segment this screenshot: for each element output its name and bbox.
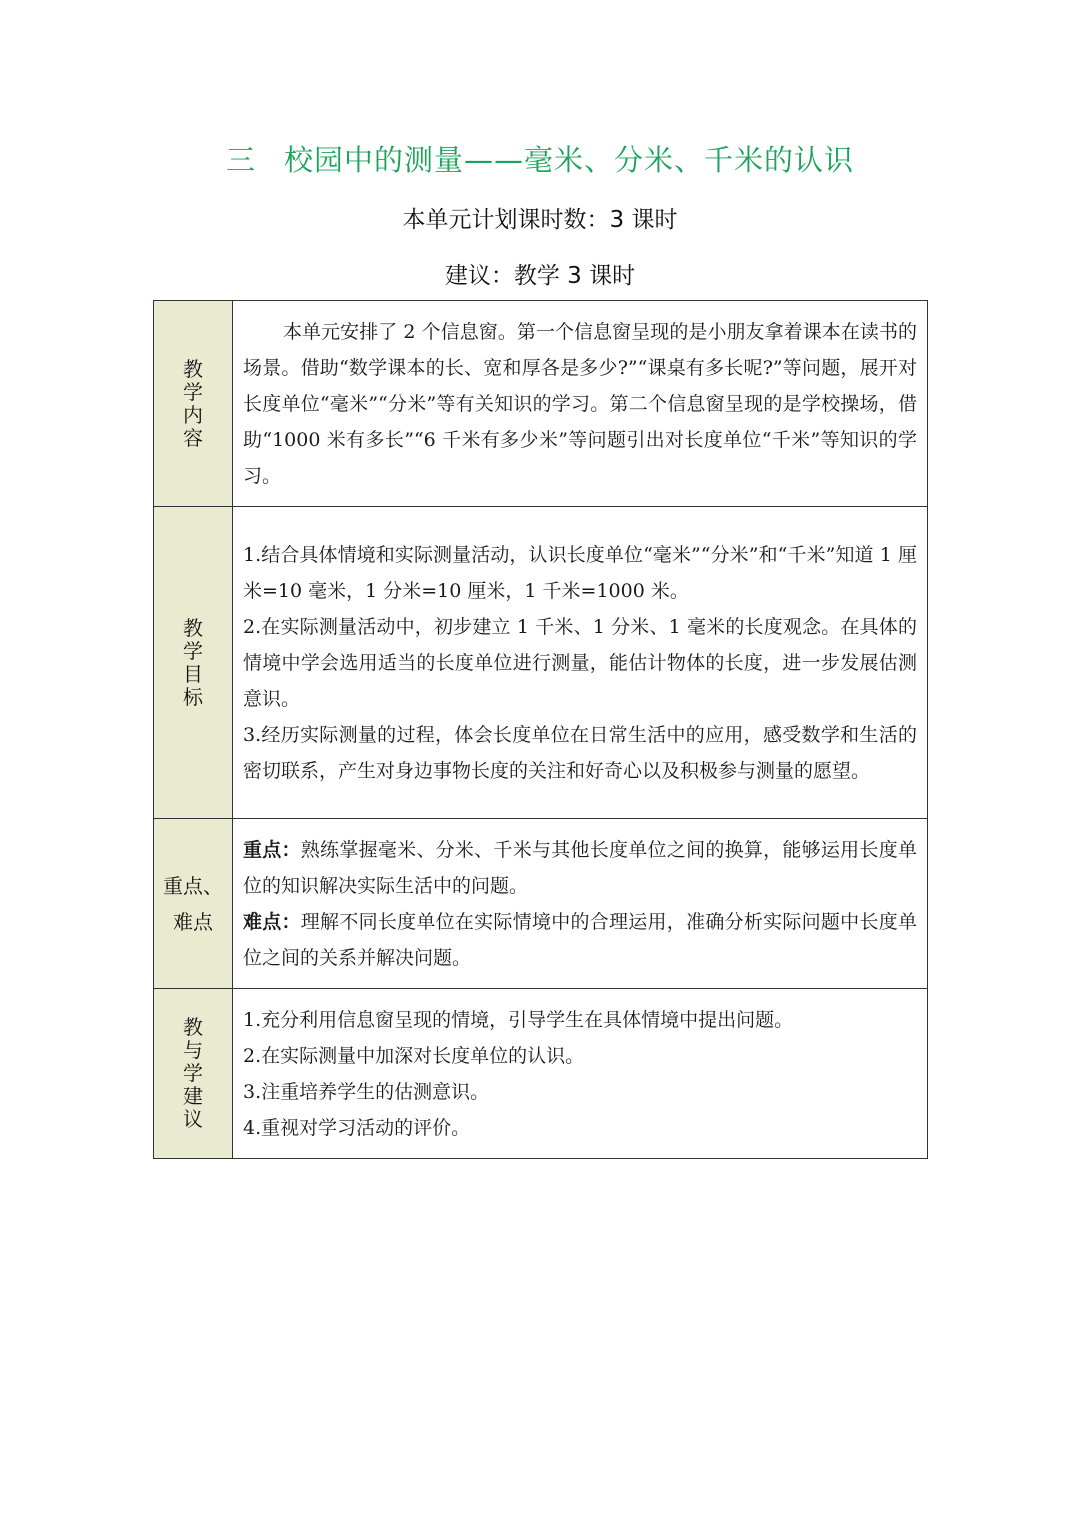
table-row-objectives — [154, 507, 928, 819]
suggestion-item: 3.注重培养学生的估测意识。 — [243, 1081, 490, 1103]
suggestion-item: 2.在实际测量中加深对长度单位的认识。 — [243, 1045, 585, 1067]
table-row-key-points — [154, 819, 928, 989]
row-body-objectives — [233, 507, 928, 819]
objective-item: 2.在实际测量活动中，初步建立 1 千米、1 分米、1 毫米的长度观念。在具体的情境中学会选用适当的长度单位进行测量，能估计物体的长度，进一步发展估测意识。 — [243, 616, 917, 710]
row-header-content — [154, 301, 233, 507]
suggested-hours: 建议：教学 3 课时 — [444, 263, 636, 289]
suggestion-item: 4.重视对学习活动的评价。 — [243, 1117, 471, 1139]
row-header-key-points — [154, 819, 233, 989]
row-body-key-points — [233, 819, 928, 989]
page-title — [0, 138, 1080, 179]
unit-number: 三 — [225, 143, 256, 177]
difficulty-paragraph — [243, 904, 917, 976]
row-header-label: 教与学建议 — [183, 1015, 203, 1131]
difficulty-label: 难点： — [243, 911, 301, 933]
key-point-paragraph — [243, 832, 917, 904]
row-header-label — [163, 868, 223, 940]
lesson-plan-table — [153, 300, 928, 1159]
table-row-suggestions — [154, 989, 928, 1159]
unit-title: 校园中的测量——毫米、分米、千米的认识 — [284, 143, 855, 177]
row-body-content — [233, 301, 928, 507]
planned-hours: 本单元计划课时数：3 课时 — [402, 207, 678, 233]
row-header-label: 教学内容 — [183, 356, 203, 450]
objective-item: 3.经历实际测量的过程，体会长度单位在日常生活中的应用，感受数学和生活的密切联系，产生对身边事物长度的关注和好奇心以及积极参与测量的愿望。 — [243, 724, 917, 782]
difficulty-text: 理解不同长度单位在实际情境中的合理运用，准确分析实际问题中长度单位之间的关系并解决问题。 — [243, 911, 917, 969]
objective-item: 1.结合具体情境和实际测量活动，认识长度单位“毫米”“分米”和“千米”知道 1 厘米=10 毫米，1 分米=10 厘米，1 千米=1000 米。 — [243, 544, 917, 602]
table-row-content — [154, 301, 928, 507]
key-point-text: 熟练掌握毫米、分米、千米与其他长度单位之间的换算，能够运用长度单位的知识解决实际生活中的问题。 — [243, 839, 917, 897]
content-paragraph: 本单元安排了 2 个信息窗。第一个信息窗呈现的是小朋友拿着课本在读书的场景。借助“数学课本的长、宽和厚各是多少?”“课桌有多长呢?”等问题，展开对长度单位“毫米”“分米”等有关知识的学习。第二个信息窗呈现的是学校操场，借助“1000 米有多长”“6 千米有多少米”等问题引出对长度单位“千米”等知识的学习。 — [243, 321, 917, 487]
row-header-suggestions — [154, 989, 233, 1159]
suggestion-item: 1.充分利用信息窗呈现的情境，引导学生在具体情境中提出问题。 — [243, 1009, 794, 1031]
key-point-label: 重点： — [243, 839, 301, 861]
row-header-line: 难点 — [173, 909, 213, 934]
row-header-label: 教学目标 — [183, 615, 203, 709]
row-header-line: 重点、 — [163, 873, 223, 898]
row-header-objectives — [154, 507, 233, 819]
row-body-suggestions — [233, 989, 928, 1159]
